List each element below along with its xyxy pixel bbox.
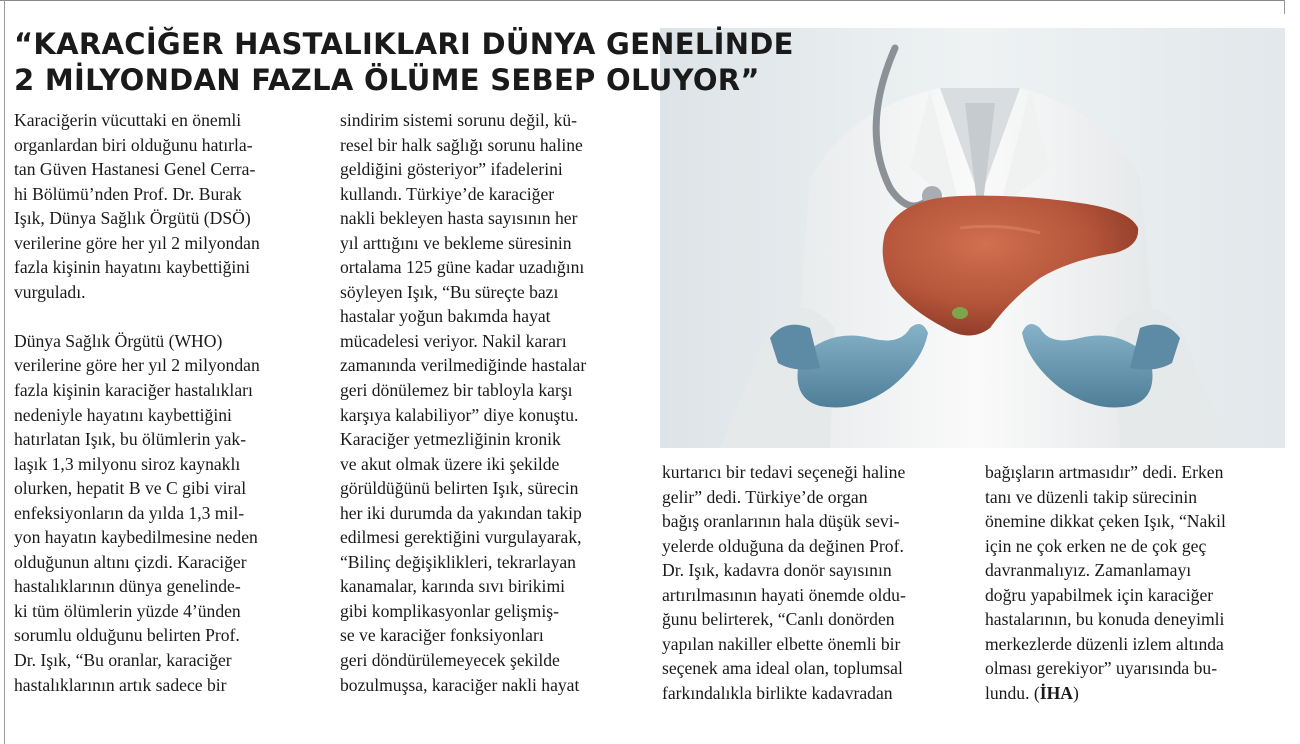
text-line: kullandı. Türkiye’de karaciğer bbox=[340, 183, 555, 204]
text-line: olması gerekiyor” uyarısında bu- bbox=[985, 658, 1218, 679]
right-border-tick bbox=[1284, 0, 1285, 14]
text-line: nakli bekleyen hasta sayısının her bbox=[340, 208, 578, 229]
text-line: kanamalar, karında sıvı birikimi bbox=[340, 576, 566, 597]
text-line: her iki durumda da yakından takip bbox=[340, 502, 582, 523]
closing-suffix: ) bbox=[1072, 682, 1079, 703]
text-line: geri döndürülemeyecek şekilde bbox=[340, 650, 560, 671]
text-line: bağış oranlarının hala düşük sevi- bbox=[662, 511, 900, 532]
text-line: tan Güven Hastanesi Genel Cerra- bbox=[14, 159, 256, 180]
text-line: görüldüğünü belirten Işık, sürecin bbox=[340, 478, 579, 499]
text-line: Dr. Işık, kadavra donör sayısının bbox=[662, 560, 892, 581]
text-line: yon hayatın kaybedilmesine neden bbox=[14, 527, 258, 548]
text-line: geri dönülemez bir tabloyla karşı bbox=[340, 380, 573, 401]
headline-line-1: “KARACİĞER HASTALIKLARI DÜNYA GENELİNDE bbox=[14, 27, 794, 61]
text-line: verilerine göre her yıl 2 milyondan bbox=[14, 232, 260, 253]
text-line: seçenek ama ideal olan, toplumsal bbox=[662, 658, 903, 679]
text-line: gibi komplikasyonlar gelişmiş- bbox=[340, 600, 559, 621]
text-line: davranmalıyız. Zamanlamayı bbox=[985, 560, 1192, 581]
text-line: nedeniyle hayatını kaybettiğini bbox=[14, 404, 232, 425]
text-line: ğunu belirterek, “Canlı donörden bbox=[662, 609, 895, 630]
closing-line bbox=[985, 681, 1283, 706]
text-line: yıl arttığını ve bekleme süresinin bbox=[340, 232, 572, 253]
text-line: verilerine göre her yıl 2 milyondan bbox=[14, 355, 260, 376]
article-column-3 bbox=[662, 460, 960, 705]
text-line: mücadelesi veriyor. Nakil kararı bbox=[340, 330, 567, 351]
paragraph-gap bbox=[14, 304, 320, 329]
text-line: laşık 1,3 milyonu siroz kaynaklı bbox=[14, 453, 241, 474]
text-line: ortalama 125 güne kadar uzadığını bbox=[340, 257, 585, 278]
text-line: hastalarının, bu konuda deneyimli bbox=[985, 609, 1225, 630]
text-line: olurken, hepatit B ve C gibi viral bbox=[14, 478, 247, 499]
text-line: Işık, Dünya Sağlık Örgütü (DSÖ) bbox=[14, 208, 251, 229]
text-line: edilmesi gerektiğini vurgulayarak, bbox=[340, 527, 582, 548]
text-line: gelir” dedi. Türkiye’de organ bbox=[662, 486, 868, 507]
text-line: fazla kişinin karaciğer hastalıkları bbox=[14, 380, 253, 401]
text-line: hastalıklarının artık sadece bir bbox=[14, 674, 227, 695]
text-line: ve akut olmak üzere iki şekilde bbox=[340, 453, 560, 474]
text-line: olduğunun altını çizdi. Karaciğer bbox=[14, 551, 247, 572]
headline bbox=[14, 26, 834, 98]
text-line: organlardan biri olduğunu hatırla- bbox=[14, 134, 253, 155]
text-line: hatırlatan Işık, bu ölümlerin yak- bbox=[14, 429, 247, 450]
text-line: kurtarıcı bir tedavi seçeneği haline bbox=[662, 462, 906, 482]
text-line: söyleyen Işık, “Bu süreçte bazı bbox=[340, 281, 559, 302]
text-line: bağışların artmasıdır” dedi. Erken bbox=[985, 462, 1224, 482]
article-column-2 bbox=[340, 108, 646, 697]
text-line: Dr. Işık, “Bu oranlar, karaciğer bbox=[14, 650, 232, 671]
gallbladder bbox=[952, 307, 968, 319]
news-agency-credit: İHA bbox=[1039, 682, 1073, 703]
text-line: sorumlu olduğunu belirten Prof. bbox=[14, 625, 240, 646]
text-line: vurguladı. bbox=[14, 281, 86, 302]
text-line: hi Bölümü’nden Prof. Dr. Burak bbox=[14, 183, 242, 204]
article-column-1 bbox=[14, 108, 320, 697]
text-line: fazla kişinin hayatını kaybettiğini bbox=[14, 257, 250, 278]
text-line: karşıya kalabiliyor” diye konuştu. bbox=[340, 404, 579, 425]
text-line: yelerde olduğuna da değinen Prof. bbox=[662, 535, 904, 556]
text-line: farkındalıkla birlikte kadavradan bbox=[662, 682, 893, 703]
text-line: doğru yapabilmek için karaciğer bbox=[985, 584, 1214, 605]
text-line: geldiğini gösteriyor” ifadelerini bbox=[340, 159, 563, 180]
left-border-rule bbox=[4, 0, 5, 744]
text-line: tanı ve düzenli takip sürecinin bbox=[985, 486, 1198, 507]
text-line: için ne çok erken ne de çok geç bbox=[985, 535, 1207, 556]
text-line: Dünya Sağlık Örgütü (WHO) bbox=[14, 330, 223, 351]
text-line: Karaciğer yetmezliğinin kronik bbox=[340, 429, 561, 450]
text-line: se ve karaciğer fonksiyonları bbox=[340, 625, 544, 646]
text-line: önemine dikkat çeken Işık, “Nakil bbox=[985, 511, 1226, 532]
text-line: hastalar yoğun bakımda hayat bbox=[340, 306, 551, 327]
text-line: merkezlerde düzenli izlem altında bbox=[985, 633, 1224, 654]
text-line: hastalıklarının dünya genelinde- bbox=[14, 576, 241, 597]
article-column-4 bbox=[985, 460, 1283, 705]
headline-line-2: 2 MİLYONDAN FAZLA ÖLÜME SEBEP OLUYOR” bbox=[14, 63, 760, 97]
text-line: yapılan nakiller elbette önemli bir bbox=[662, 633, 901, 654]
top-border-rule bbox=[0, 0, 1285, 5]
closing-prefix: lundu. ( bbox=[985, 682, 1040, 703]
text-line: ki tüm ölümlerin yüzde 4’ünden bbox=[14, 600, 241, 621]
text-line: artırılmasının hayati önemde oldu- bbox=[662, 584, 906, 605]
text-line: Karaciğerin vücuttaki en önemli bbox=[14, 110, 242, 130]
text-line: bozulmuşsa, karaciğer nakli hayat bbox=[340, 674, 580, 695]
text-line: enfeksiyonların da yılda 1,3 mil- bbox=[14, 502, 245, 523]
text-line: resel bir halk sağlığı sorunu haline bbox=[340, 134, 583, 155]
text-line: “Bilinç değişiklikleri, tekrarlayan bbox=[340, 551, 576, 572]
text-line: sindirim sistemi sorunu değil, kü- bbox=[340, 110, 578, 130]
text-line: zamanında verilmediğinde hastalar bbox=[340, 355, 587, 376]
